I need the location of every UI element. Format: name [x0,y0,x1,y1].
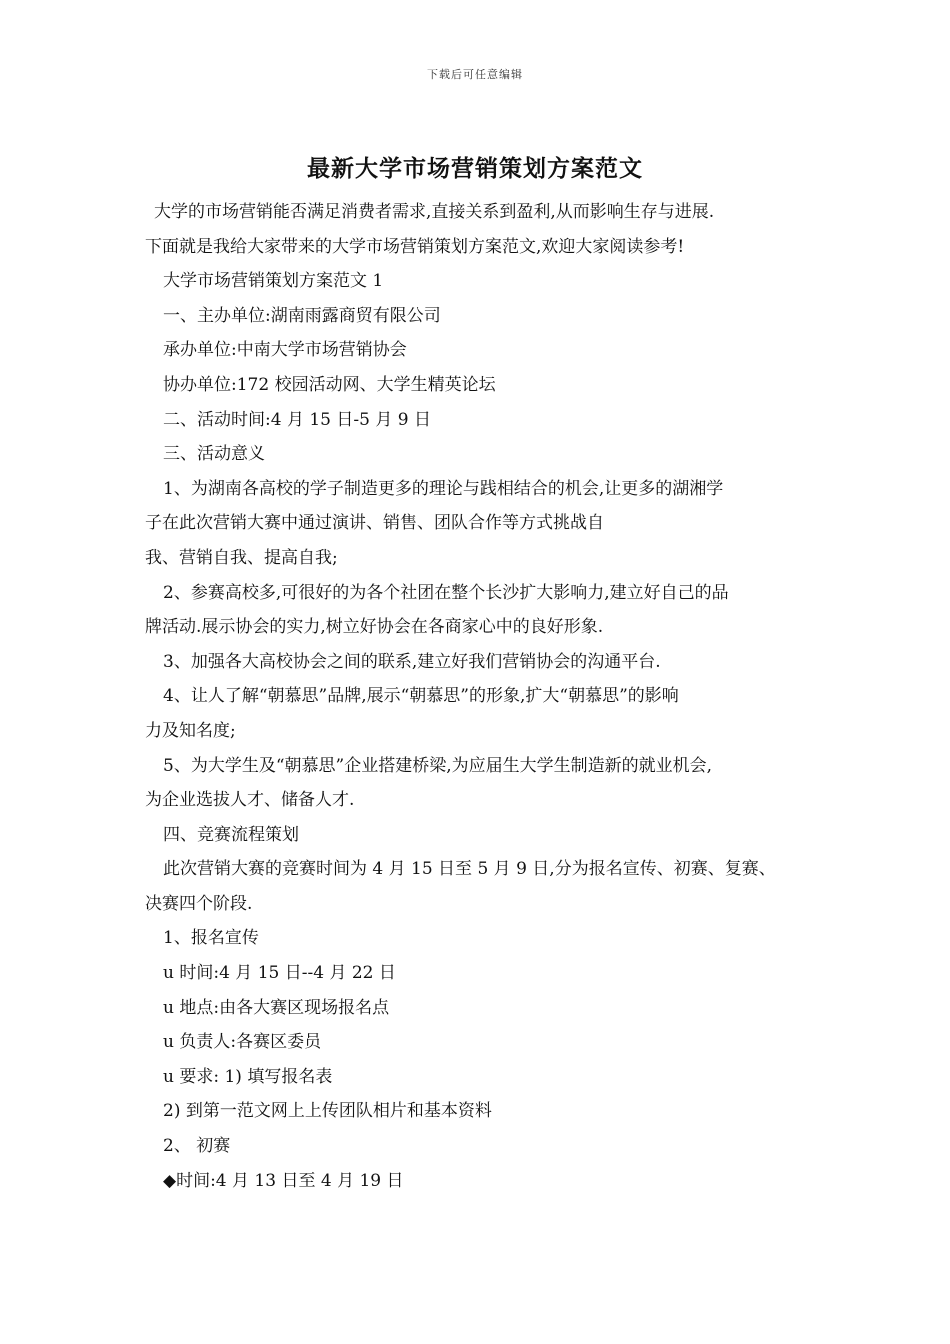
list-item: u 地点:由各大赛区现场报名点 [163,997,390,1018]
document-title: 最新大学市场营销策划方案范文 [307,155,643,182]
section-heading: 四、竞赛流程策划 [163,824,299,845]
section-heading: 2、 初赛 [163,1136,231,1157]
section-heading: 1、报名宣传 [163,928,259,949]
section-heading: 大学市场营销策划方案范文 1 [163,271,384,292]
paragraph-line: 1、为湖南各高校的学子制造更多的理论与践相结合的机会,让更多的湖湘学 [163,478,724,499]
list-item: ◆时间:4 月 13 日至 4 月 19 日 [163,1170,404,1191]
paragraph-line: 为企业选拔人才、储备人才. [145,790,355,811]
paragraph-line: 此次营销大赛的竞赛时间为 4 月 15 日至 5 月 9 日,分为报名宣传、初赛、复赛、 [163,859,776,880]
list-item: u 负责人:各赛区委员 [163,1032,322,1053]
header-note: 下载后可任意编辑 [427,68,523,81]
paragraph-line: 一、主办单位:湖南雨露商贸有限公司 [163,305,441,326]
paragraph-line: 下面就是我给大家带来的大学市场营销策划方案范文,欢迎大家阅读参考! [145,236,685,257]
list-item: u 要求: 1) 填写报名表 [163,1066,333,1087]
paragraph-line: 承办单位:中南大学市场营销协会 [163,340,407,361]
paragraph-line: 二、活动时间:4 月 15 日-5 月 9 日 [163,409,431,430]
paragraph-line: 我、营销自我、提高自我; [145,547,338,568]
paragraph-line: 5、为大学生及“朝慕思”企业搭建桥梁,为应届生大学生制造新的就业机会, [163,755,713,776]
paragraph-line: 大学的市场营销能否满足消费者需求,直接关系到盈利,从而影响生存与进展. [154,202,715,222]
list-item: u 时间:4 月 15 日--4 月 22 日 [163,963,396,984]
list-item: 2) 到第一范文网上上传团队相片和基本资料 [163,1101,492,1122]
paragraph-line: 子在此次营销大赛中通过演讲、销售、团队合作等方式挑战自 [145,513,604,534]
paragraph-line: 3、加强各大高校协会之间的联系,建立好我们营销协会的沟通平台. [163,651,661,672]
section-heading: 三、活动意义 [163,444,265,465]
paragraph-line: 4、让人了解“朝慕思”品牌,展示“朝慕思”的形象,扩大“朝慕思”的影响 [163,686,679,707]
paragraph-line: 力及知名度; [145,720,236,741]
paragraph-line: 决赛四个阶段. [145,893,253,914]
paragraph-line: 2、参赛高校多,可很好的为各个社团在整个长沙扩大影响力,建立好自己的品 [163,582,729,603]
paragraph-line: 牌活动.展示协会的实力,树立好协会在各商家心中的良好形象. [145,617,604,638]
document-body [145,195,815,1198]
paragraph-line: 协办单位:172 校园活动网、大学生精英论坛 [163,374,496,395]
